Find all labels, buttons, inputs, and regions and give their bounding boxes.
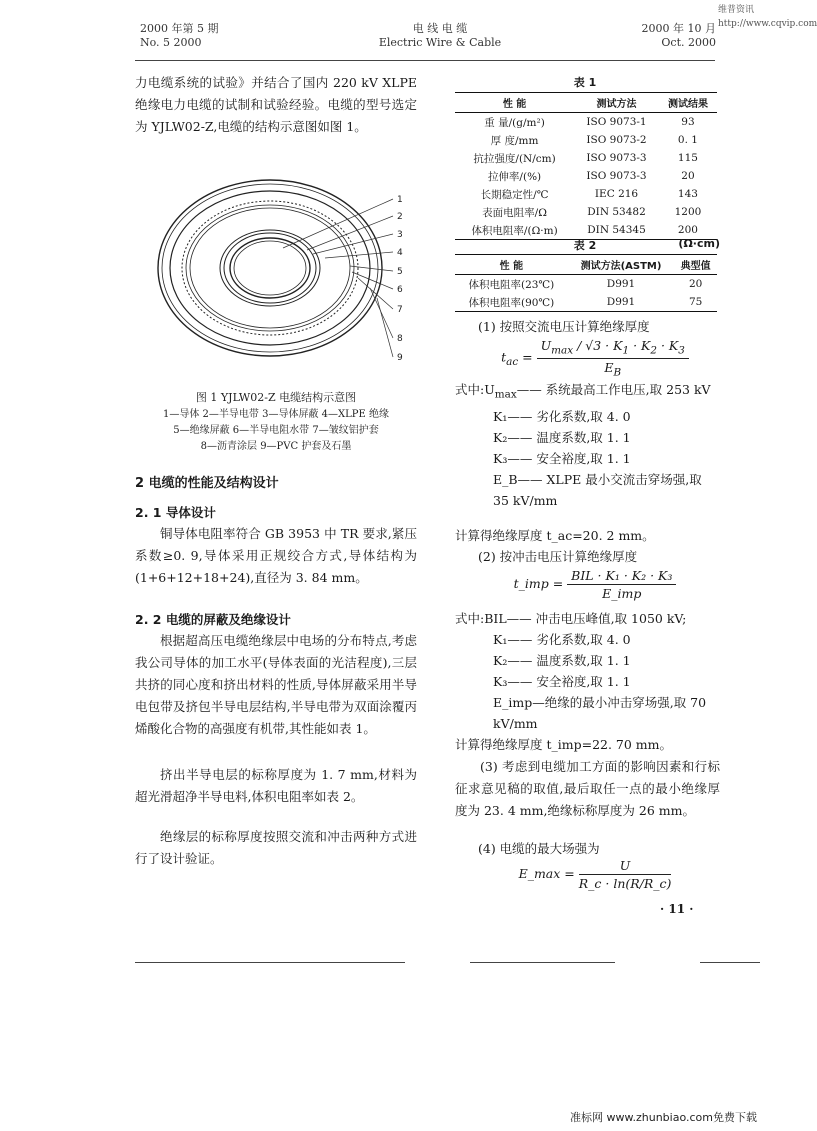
table-cell: 75 [674, 293, 717, 312]
eq1-den-sub: B [613, 366, 622, 378]
table-cell: 0. 1 [677, 134, 698, 146]
def-umax-label: 式中:U [455, 382, 495, 397]
table-cell: ISO 9073-3 [586, 152, 647, 164]
table-2-header: 典型值 [674, 255, 717, 275]
eq1-den: E [604, 359, 614, 375]
eq4-fraction [579, 858, 672, 891]
table-1-header: 测试方法 [574, 93, 659, 113]
table-cell: 厚 度/mm [490, 134, 539, 147]
table-2-unit: (Ω·cm) [678, 237, 720, 250]
table-2-header: 性 能 [455, 255, 568, 275]
def-k3: K₃—— 安全裕度,取 1. 1 [493, 450, 631, 466]
def-bil: 式中:BIL—— 冲击电压峰值,取 1050 kV; [455, 611, 687, 626]
eq1-lhs: t [501, 349, 507, 365]
result-2: 计算得绝缘厚度 t_imp=22. 70 mm。 [455, 737, 673, 752]
table-cell: 抗拉强度/(N/cm) [473, 152, 556, 165]
header-date-en: Oct. 2000 [661, 36, 716, 49]
figure-legend-2: 5—绝缘屏蔽 6—半导电阻水带 7—皱纹铝护套 [173, 425, 379, 436]
equation-1: $t_{ac}$ = $\frac{U_{max} / √3 \cdot K_1 \cdot K_2 \cdot K_3}{E_B}$ [470, 338, 720, 378]
def-umax-sub: max [494, 388, 517, 401]
table-cell: 143 [677, 188, 698, 200]
section-2-2-para-2: 挤出半导电层的标称厚度为 1. 7 mm,材料为超光滑超净半导电料,体积电阻率如表 2。 [135, 767, 417, 804]
table-1-grid [455, 92, 717, 240]
def2-k1: K₁—— 劣化系数,取 4. 0 [493, 632, 631, 647]
table-row [455, 275, 717, 294]
table-2-header: 测试方法(ASTM) [568, 255, 675, 275]
eq4-num: U [579, 858, 672, 875]
header-issue-en: No. 5 2000 [140, 36, 202, 49]
figure-label: 6 [397, 285, 403, 295]
impulse-method-heading: (2) 按冲击电压计算绝缘厚度 [478, 549, 638, 564]
table-cell: DIN 54345 [574, 221, 659, 240]
figure-label: 5 [397, 267, 403, 277]
table-row [455, 113, 717, 132]
result-1: 计算得绝缘厚度 t_ac=20. 2 mm。 [455, 528, 655, 543]
table-row [455, 185, 717, 203]
eq1-fraction: $\frac{U_{max} / √3 \cdot K_1 \cdot K_2 \cdot K_3}{E_B}$ [537, 338, 689, 378]
table-1 [455, 92, 717, 240]
footer-watermark: 准标网 www.zhunbiao.com免费下载 [570, 1111, 757, 1124]
def-k1: K₁—— 劣化系数,取 4. 0 [493, 408, 631, 424]
bottom-rule-mid [470, 962, 615, 963]
ac-method-heading: (1) 按照交流电压计算绝缘厚度 [478, 319, 650, 334]
cable-diagram [155, 168, 415, 388]
figure-legend-1: 1—导体 2—半导电带 3—导体屏蔽 4—XLPE 绝缘 [163, 409, 389, 420]
table-cell: 1200 [674, 206, 702, 218]
table-row [455, 203, 717, 221]
table-2-title: 表 2 [573, 239, 597, 252]
table-cell: 20 [688, 278, 703, 290]
table-cell: ISO 9073-3 [586, 170, 647, 182]
figure-label: 1 [397, 195, 403, 205]
table-cell: 体积电阻率(23℃) [468, 278, 555, 291]
header-date-cn: 2000 年 10 月 [641, 22, 716, 35]
table-cell: ISO 9073-1 [586, 116, 647, 128]
table-cell: 体积电阻率(90℃) [455, 293, 568, 312]
def-eb: E_B—— XLPE 最小交流击穿场强,取 35 kV/mm [493, 471, 702, 508]
def2-eimp: E_imp—绝缘的最小冲击穿场强,取 70 kV/mm [493, 695, 707, 731]
eq1-num: U [540, 338, 552, 353]
table-2 [455, 254, 717, 312]
eq4-den: R_c · ln(R/R_c) [578, 876, 672, 891]
table-cell: 长期稳定性/℃ [480, 188, 549, 201]
eq2-num: BIL · K₁ · K₂ · K₃ [567, 568, 676, 585]
table-cell: 重 量/(g/m²) [484, 116, 545, 129]
table-row [455, 293, 717, 312]
section-2-2-heading: 2. 2 电缆的屏蔽及绝缘设计 [135, 612, 291, 627]
table-row [455, 131, 717, 149]
journal-title [360, 22, 520, 50]
journal-title-cn: 电 线 电 缆 [412, 22, 468, 35]
table-row [455, 149, 717, 167]
table-cell: IEC 216 [594, 188, 639, 200]
header-date [636, 22, 716, 50]
figure-label: 4 [397, 248, 403, 258]
section-2-heading: 2 电缆的性能及结构设计 [135, 476, 279, 491]
table-2-grid [455, 254, 717, 312]
eq2-den: E_imp [602, 586, 642, 601]
table-cell: D991 [568, 293, 675, 312]
eq1-definitions [455, 379, 720, 511]
table-cell: 93 [681, 116, 695, 128]
section-2-2-para-3: 绝缘层的标称厚度按照交流和冲击两种方式进行了设计验证。 [135, 829, 417, 866]
figure-label: 3 [397, 230, 403, 240]
eq2-definitions [455, 608, 720, 734]
figure-legend-3: 8—沥青涂层 9—PVC 护套及石墨 [200, 441, 352, 452]
eq1-num-rest: / √3 · K [577, 338, 623, 353]
def-k2: K₂—— 温度系数,取 1. 1 [493, 429, 631, 445]
table-cell: D991 [606, 278, 636, 290]
section-2-1-heading: 2. 1 导体设计 [135, 505, 216, 520]
bottom-rule-left [135, 962, 405, 963]
page-number: · 11 · [660, 902, 694, 916]
figure-caption: 图 1 YJLW02-Z 电缆结构示意图 [195, 391, 357, 404]
figure-label: 9 [397, 353, 403, 363]
table-cell: 体积电阻率/(Ω·m) [455, 221, 574, 240]
table-row [455, 167, 717, 185]
header-issue-cn: 2000 年第 5 期 [140, 22, 219, 35]
eq2-fraction [567, 568, 676, 601]
figure-label: 8 [397, 334, 403, 344]
equation-2: t_imp = $\frac{\text{BIL · K₁ · K₂ · K₃}}{\text{E\_imp}}$ [470, 568, 720, 601]
eq2-lhs: t_imp [513, 576, 549, 591]
table-cell: ISO 9073-2 [586, 134, 647, 146]
bottom-rule-right [700, 962, 760, 963]
table-cell: 表面电阻率/Ω [482, 206, 547, 219]
figure-label: 2 [397, 212, 403, 222]
equation-4: E_max = $\frac{U}{R\_c \cdot \ln(R/R\_c)}$ [518, 858, 672, 891]
table-1-title: 表 1 [573, 76, 597, 89]
header-issue [140, 22, 218, 50]
eq1-lhs-sub: ac [506, 356, 519, 368]
table-cell: 200 [659, 221, 717, 240]
journal-title-en: Electric Wire & Cable [378, 36, 502, 49]
section-2-2-para-1: 根据超高压电缆绝缘层中电场的分布特点,考虑我公司导体的加工水平(导体表面的光洁程度),三层共挤的同心度和挤出材料的性质,导体屏蔽采用半导电包带及挤包半导电层结构,半导电带为双面涂覆丙烯酸化合物的高强度有机带,其性能如表 1。 [135, 633, 417, 736]
def-umax-text: —— 系统最高工作电压,取 253 kV [516, 382, 711, 397]
table-cell: 20 [681, 170, 695, 182]
table-1-header: 测试结果 [659, 93, 717, 113]
figure-label: 7 [397, 305, 403, 315]
section-2-1-body: 铜导体电阻率符合 GB 3953 中 TR 要求,紧压系数≥0. 9,导体采用正规绞合方式,导体结构为(1+6+12+18+24),直径为 3. 84 mm。 [135, 526, 417, 585]
top-watermark: 维普资讯 http://www.cqvip.com [718, 5, 817, 29]
def-umax [455, 379, 720, 406]
cable-cross-section-figure [155, 168, 415, 388]
eq4-lhs: E_max [518, 866, 561, 881]
eq1-num-sub: max [551, 344, 574, 357]
intro-paragraph: 力电缆系统的试验》并结合了国内 220 kV XLPE 绝缘电力电缆的试制和试验经验。电缆的型号选定为 YJLW02-Z,电缆的结构示意图如图 1。 [135, 75, 417, 134]
def2-k3: K₃—— 安全裕度,取 1. 1 [493, 674, 631, 689]
def2-k2: K₂—— 温度系数,取 1. 1 [493, 653, 631, 668]
table-cell: 拉伸率/(%) [487, 170, 542, 183]
header-rule [135, 60, 715, 61]
table-cell: DIN 53482 [587, 206, 646, 218]
table-1-header: 性 能 [455, 93, 574, 113]
item-3-paragraph: (3) 考虑到电缆加工方面的影响因素和行标征求意见稿的取值,最后取任一点的最小绝缘厚度为 23. 4 mm,绝缘标称厚度为 26 mm。 [455, 759, 720, 818]
table-cell: 115 [677, 152, 698, 164]
max-field-heading: (4) 电缆的最大场强为 [478, 841, 600, 856]
